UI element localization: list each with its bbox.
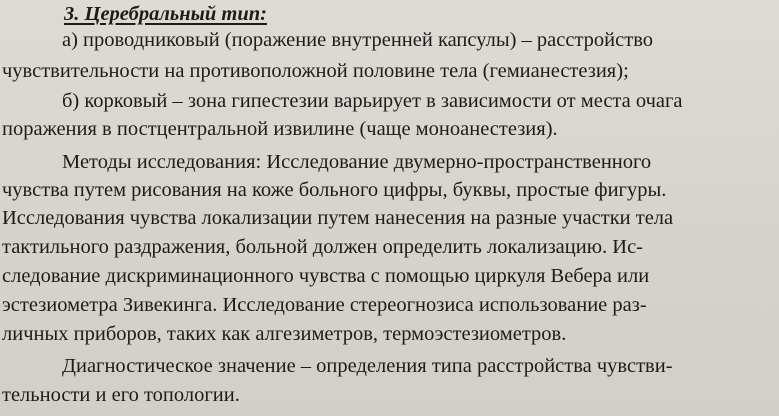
paragraph-line: Методы исследования: Исследование двумерно-пространственного (62, 151, 652, 173)
paragraph-line: а) проводниковый (поражение внутренней капсулы) – расстройство (62, 29, 653, 51)
paragraph-line: Диагностическое значение – определения типа расстройства чувстви- (62, 355, 673, 377)
paragraph-line: тактильного раздражения, больной должен определить локализацию. Ис- (2, 236, 644, 258)
paragraph-line: чувствительности на противоположной половине тела (гемианестезия); (2, 60, 629, 82)
paragraph-line: эстезиометра Зивекинга. Исследование стереогнозиса использование раз- (2, 294, 647, 316)
section-heading: 3. Церебральный тип: (64, 3, 267, 25)
paragraph-line: личных приборов, таких как алгезиметров, термоэстезиометров. (2, 323, 567, 345)
paragraph-line: следование дискриминационного чувства с помощью циркуля Вебера или (2, 265, 650, 287)
paragraph-line: тельности и его топологии. (2, 384, 240, 406)
paragraph-line: Исследования чувства локализации путем нанесения на разные участки тела (2, 207, 674, 229)
paragraph-line: б) корковый – зона гипестезии варьирует в зависимости от места очага (62, 90, 683, 112)
paragraph-line: поражения в постцентральной извилине (чаще моноанестезия). (2, 118, 558, 140)
paragraph-line: чувства путем рисования на коже больного цифры, буквы, простые фигуры. (2, 179, 667, 201)
